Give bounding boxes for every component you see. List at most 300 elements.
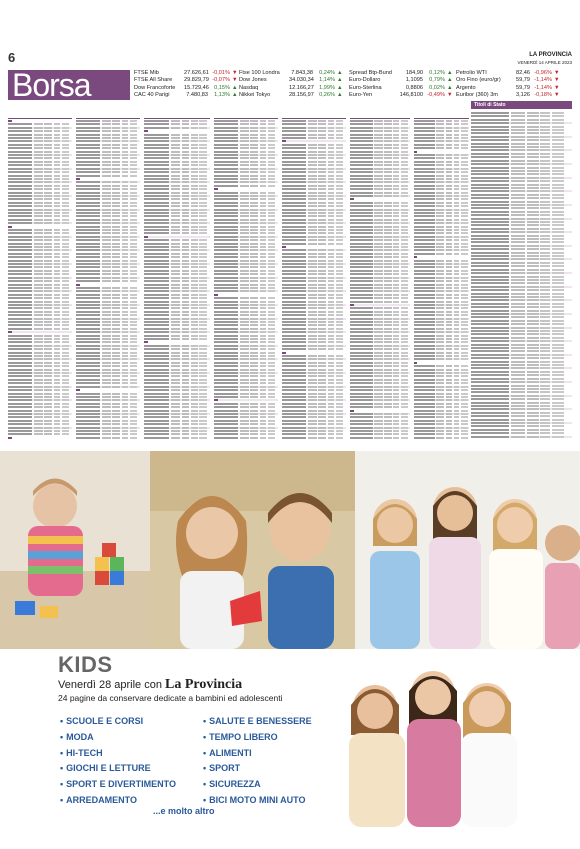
listing-row bbox=[214, 410, 278, 412]
listing-row bbox=[76, 256, 140, 258]
listing-row bbox=[214, 140, 278, 142]
titoli-row bbox=[471, 422, 572, 424]
listing-row bbox=[282, 123, 346, 125]
column-header bbox=[144, 112, 210, 119]
listing-row bbox=[282, 379, 346, 381]
listing-row bbox=[214, 345, 278, 347]
listing-row bbox=[144, 185, 210, 187]
listing-row bbox=[414, 195, 469, 197]
titoli-row bbox=[471, 361, 572, 363]
listing-row bbox=[282, 266, 346, 268]
listing-row bbox=[350, 266, 410, 268]
listing-row bbox=[144, 260, 210, 262]
listing-row bbox=[76, 232, 140, 234]
page-number: 6 bbox=[8, 50, 16, 65]
titoli-row bbox=[471, 412, 572, 414]
ticker-change: 0,79% bbox=[429, 77, 445, 84]
listing-row bbox=[350, 416, 410, 418]
photo-kids-group bbox=[355, 451, 580, 649]
listing-row bbox=[144, 246, 210, 248]
listing-row bbox=[214, 134, 278, 136]
listing-row bbox=[214, 352, 278, 354]
listing-row bbox=[282, 406, 346, 408]
listing-row bbox=[282, 369, 346, 371]
ticker-change: 1,99% bbox=[319, 84, 335, 91]
ticker-name: Nikkei Tokyo bbox=[239, 92, 271, 99]
listing-row bbox=[214, 171, 278, 173]
listing-row bbox=[144, 226, 210, 228]
listing-row bbox=[414, 120, 469, 122]
listing-row bbox=[214, 273, 278, 275]
listing-row bbox=[350, 253, 410, 255]
listing-row bbox=[144, 243, 210, 245]
listing-row bbox=[144, 144, 210, 146]
listing-row bbox=[282, 243, 346, 245]
listing-row bbox=[282, 358, 346, 360]
listing-row bbox=[214, 341, 278, 343]
listing-row bbox=[8, 335, 72, 337]
listing-row bbox=[350, 427, 410, 429]
listing-row bbox=[8, 157, 72, 159]
listing-row bbox=[8, 348, 72, 350]
listing-row bbox=[350, 246, 410, 248]
ticker-name: Euro-Sterlina bbox=[349, 84, 382, 91]
listing-row bbox=[214, 362, 278, 364]
listing-row bbox=[214, 348, 278, 350]
listing-row bbox=[350, 362, 410, 364]
listing-row bbox=[350, 345, 410, 347]
listing-row bbox=[8, 379, 72, 381]
listing-row bbox=[8, 219, 72, 221]
listing-row bbox=[76, 335, 140, 337]
listing-row bbox=[144, 318, 210, 320]
listing-row bbox=[76, 427, 140, 429]
listing-row bbox=[350, 144, 410, 146]
bullet-icon: • bbox=[60, 794, 64, 805]
listing-row bbox=[76, 348, 140, 350]
titoli-row bbox=[471, 419, 572, 421]
listing-row bbox=[282, 420, 346, 422]
listing-row bbox=[350, 260, 410, 262]
listing-row bbox=[414, 301, 469, 303]
listing-row bbox=[214, 226, 278, 228]
listing-row bbox=[214, 120, 278, 122]
listing-row bbox=[214, 175, 278, 177]
listing-row bbox=[214, 396, 278, 398]
listing-row bbox=[414, 297, 469, 299]
listing-row bbox=[144, 181, 210, 183]
listing-row bbox=[282, 399, 346, 401]
listing-row bbox=[144, 134, 210, 136]
listing-row bbox=[144, 229, 210, 231]
listing-row bbox=[144, 198, 210, 200]
titoli-row bbox=[471, 279, 572, 281]
listing-row bbox=[350, 294, 410, 296]
listing-row bbox=[414, 393, 469, 395]
listing-row bbox=[144, 365, 210, 367]
listing-row bbox=[414, 239, 469, 241]
listing-row bbox=[414, 324, 469, 326]
listing-row bbox=[214, 232, 278, 234]
listing-row bbox=[414, 154, 469, 156]
listing-row bbox=[350, 154, 410, 156]
listing-row bbox=[282, 226, 346, 228]
titoli-row bbox=[471, 115, 572, 117]
listing-row bbox=[144, 236, 210, 238]
listing-row bbox=[144, 389, 210, 391]
listing-row bbox=[350, 413, 410, 415]
listing-row bbox=[76, 147, 140, 149]
listing-row bbox=[8, 151, 72, 153]
listing-row bbox=[350, 236, 410, 238]
listing-row bbox=[76, 345, 140, 347]
listing-row bbox=[282, 239, 346, 241]
arrow-up-icon: ▲ bbox=[337, 84, 343, 91]
listing-row bbox=[414, 232, 469, 234]
listing-row bbox=[144, 273, 210, 275]
listing-row bbox=[214, 423, 278, 425]
listing-row bbox=[414, 270, 469, 272]
titoli-row bbox=[471, 228, 572, 230]
listing-row bbox=[214, 253, 278, 255]
listing-row bbox=[282, 232, 346, 234]
listing-row bbox=[8, 154, 72, 156]
listing-row bbox=[350, 406, 410, 408]
listing-row bbox=[282, 205, 346, 207]
listing-row bbox=[76, 338, 140, 340]
titoli-row bbox=[471, 316, 572, 318]
listing-row bbox=[214, 198, 278, 200]
listing-row bbox=[214, 294, 278, 296]
listing-row bbox=[144, 427, 210, 429]
listing-row bbox=[282, 393, 346, 395]
listing-row bbox=[282, 273, 346, 275]
listing-column bbox=[414, 112, 469, 442]
listing-row bbox=[282, 127, 346, 129]
listing-row bbox=[76, 219, 140, 221]
listing-row bbox=[414, 260, 469, 262]
listing-row bbox=[76, 399, 140, 401]
listing-row bbox=[282, 253, 346, 255]
listing-row bbox=[282, 307, 346, 309]
listing-row bbox=[8, 410, 72, 412]
listing-row bbox=[214, 430, 278, 432]
listing-row bbox=[214, 382, 278, 384]
listing-row bbox=[144, 423, 210, 425]
listing-row bbox=[144, 413, 210, 415]
listing-row bbox=[214, 215, 278, 217]
bullet-icon: • bbox=[203, 731, 207, 742]
listing-row bbox=[350, 382, 410, 384]
listing-row bbox=[414, 123, 469, 125]
listing-row bbox=[8, 202, 72, 204]
listing-row bbox=[144, 328, 210, 330]
titoli-row bbox=[471, 197, 572, 199]
listing-row bbox=[144, 215, 210, 217]
ticker-name: FTSE Mib bbox=[134, 70, 159, 76]
listing-row bbox=[76, 123, 140, 125]
listing-row bbox=[76, 236, 140, 238]
listing-row bbox=[282, 433, 346, 435]
listing-row bbox=[414, 144, 469, 146]
ticker-value: 82,46 bbox=[516, 70, 530, 76]
listing-row bbox=[282, 181, 346, 183]
listing-row bbox=[350, 328, 410, 330]
arrow-up-icon: ▲ bbox=[337, 92, 343, 99]
listing-row bbox=[282, 222, 346, 224]
listing-row bbox=[144, 403, 210, 405]
listing-row bbox=[76, 253, 140, 255]
ticker-value: 3,126 bbox=[516, 92, 530, 99]
listing-row bbox=[282, 311, 346, 313]
listing-row bbox=[76, 243, 140, 245]
listing-row bbox=[350, 277, 410, 279]
listing-row bbox=[8, 307, 72, 309]
listing-row bbox=[214, 266, 278, 268]
listing-row bbox=[414, 243, 469, 245]
listing-row bbox=[350, 127, 410, 129]
titoli-row bbox=[471, 224, 572, 226]
topics-right bbox=[203, 714, 312, 809]
listing-row bbox=[282, 328, 346, 330]
listing-row bbox=[76, 362, 140, 364]
listing-row bbox=[144, 171, 210, 173]
listing-row bbox=[76, 181, 140, 183]
listing-row bbox=[144, 178, 210, 180]
listing-row bbox=[350, 307, 410, 309]
listing-column bbox=[214, 112, 278, 442]
listing-row bbox=[76, 410, 140, 412]
topic-label: SPORT E DIVERTIMENTO bbox=[66, 779, 177, 790]
titoli-row bbox=[471, 170, 572, 172]
titoli-row bbox=[471, 126, 572, 128]
listing-row bbox=[214, 127, 278, 129]
listing-row bbox=[144, 130, 210, 132]
listing-row bbox=[282, 386, 346, 388]
listing-row bbox=[214, 297, 278, 299]
listing-row bbox=[414, 284, 469, 286]
listing-row bbox=[414, 168, 469, 170]
listing-row bbox=[8, 393, 72, 395]
listing-row bbox=[414, 287, 469, 289]
listing-row bbox=[76, 307, 140, 309]
listing-row bbox=[214, 355, 278, 357]
listing-row bbox=[144, 406, 210, 408]
listing-row bbox=[350, 280, 410, 282]
listing-row bbox=[282, 260, 346, 262]
listing-row bbox=[350, 134, 410, 136]
listing-row bbox=[8, 256, 72, 258]
listing-row bbox=[350, 212, 410, 214]
listing-row bbox=[350, 379, 410, 381]
listing-row bbox=[76, 413, 140, 415]
ticker-name: Ftse 100 Londra bbox=[239, 70, 280, 76]
listing-row bbox=[282, 314, 346, 316]
listing-row bbox=[76, 389, 140, 391]
titoli-row bbox=[471, 201, 572, 203]
listing-row bbox=[414, 437, 469, 439]
listing-row bbox=[76, 185, 140, 187]
listing-row bbox=[214, 372, 278, 374]
ticker-change: 0,12% bbox=[429, 70, 445, 76]
listing-row bbox=[350, 205, 410, 207]
listing-row bbox=[144, 222, 210, 224]
listing-row bbox=[76, 175, 140, 177]
listing-row bbox=[76, 352, 140, 354]
listing-row bbox=[8, 403, 72, 405]
listing-row bbox=[214, 147, 278, 149]
listing-row bbox=[414, 335, 469, 337]
listing-row bbox=[144, 175, 210, 177]
listing-row bbox=[214, 287, 278, 289]
titoli-row bbox=[471, 388, 572, 390]
listing-row bbox=[144, 358, 210, 360]
listing-row bbox=[8, 178, 72, 180]
listing-row bbox=[76, 294, 140, 296]
titoli-row bbox=[471, 429, 572, 431]
ticker-change: -1,14% bbox=[534, 77, 552, 84]
listing-row bbox=[144, 157, 210, 159]
listing-row bbox=[214, 338, 278, 340]
listing-row bbox=[76, 396, 140, 398]
titoli-row bbox=[471, 160, 572, 162]
listing-row bbox=[8, 215, 72, 217]
listing-row bbox=[144, 256, 210, 258]
listing-row bbox=[282, 375, 346, 377]
ticker-value: 28.156,97 bbox=[289, 92, 314, 99]
listing-row bbox=[214, 181, 278, 183]
ticker-row bbox=[456, 92, 560, 99]
listing-row bbox=[8, 365, 72, 367]
titoli-row bbox=[471, 364, 572, 366]
topic-label: HI-TECH bbox=[66, 747, 103, 758]
listing-row bbox=[414, 280, 469, 282]
listing-row bbox=[8, 266, 72, 268]
ticker-row bbox=[239, 70, 343, 77]
titoli-row bbox=[471, 204, 572, 206]
listing-row bbox=[144, 430, 210, 432]
listing-row bbox=[214, 243, 278, 245]
listing-row bbox=[76, 311, 140, 313]
listing-row bbox=[76, 284, 140, 286]
titoli-row bbox=[471, 296, 572, 298]
listing-row bbox=[76, 260, 140, 262]
listing-row bbox=[414, 345, 469, 347]
listing-row bbox=[144, 338, 210, 340]
titoli-row bbox=[471, 163, 572, 165]
listing-row bbox=[8, 168, 72, 170]
kids-photo-strip bbox=[0, 451, 580, 649]
topic-label: ALIMENTI bbox=[209, 747, 252, 758]
listing-row bbox=[144, 280, 210, 282]
titoli-row bbox=[471, 156, 572, 158]
listing-row bbox=[282, 164, 346, 166]
listing-row bbox=[214, 433, 278, 435]
listing-row bbox=[350, 284, 410, 286]
listing-row bbox=[8, 171, 72, 173]
listing-row bbox=[214, 365, 278, 367]
listing-row bbox=[214, 406, 278, 408]
titoli-row bbox=[471, 432, 572, 434]
listing-row bbox=[76, 134, 140, 136]
listing-row bbox=[282, 345, 346, 347]
listing-row bbox=[414, 198, 469, 200]
bullet-icon: • bbox=[60, 716, 64, 726]
titoli-row bbox=[471, 333, 572, 335]
listing-row bbox=[214, 157, 278, 159]
listing-row bbox=[282, 297, 346, 299]
titoli-row bbox=[471, 306, 572, 308]
bullet-icon: • bbox=[60, 779, 64, 790]
listing-row bbox=[144, 335, 210, 337]
listing-row bbox=[350, 318, 410, 320]
titoli-row bbox=[471, 122, 572, 124]
listing-row bbox=[8, 137, 72, 139]
ticker-value: 7.843,38 bbox=[291, 70, 313, 76]
listing-row bbox=[414, 215, 469, 217]
bullet-icon: • bbox=[60, 747, 64, 758]
listing-row bbox=[282, 154, 346, 156]
listing-row bbox=[414, 205, 469, 207]
listing-row bbox=[350, 369, 410, 371]
listing-row bbox=[76, 161, 140, 163]
listing-row bbox=[350, 297, 410, 299]
topic-label: TEMPO LIBERO bbox=[209, 731, 278, 742]
listing-row bbox=[282, 290, 346, 292]
listing-row bbox=[144, 205, 210, 207]
listing-row bbox=[350, 202, 410, 204]
listing-row bbox=[144, 239, 210, 241]
titoli-row bbox=[471, 320, 572, 322]
listing-row bbox=[282, 277, 346, 279]
titoli-row bbox=[471, 350, 572, 352]
listing-row bbox=[8, 290, 72, 292]
ticker-name: Petrolio WTI bbox=[456, 70, 487, 76]
listing-row bbox=[282, 365, 346, 367]
more-text: ...e molto altro bbox=[153, 806, 215, 816]
listing-row bbox=[144, 188, 210, 190]
listing-row bbox=[350, 130, 410, 132]
listing-row bbox=[282, 137, 346, 139]
listing-row bbox=[414, 178, 469, 180]
listing-row bbox=[414, 328, 469, 330]
listing-row bbox=[414, 427, 469, 429]
listing-row bbox=[350, 239, 410, 241]
listing-row bbox=[350, 423, 410, 425]
listing-row bbox=[214, 301, 278, 303]
listing-row bbox=[144, 314, 210, 316]
listing-row bbox=[8, 396, 72, 398]
listing-row bbox=[144, 202, 210, 204]
listing-row bbox=[76, 178, 140, 180]
listing-row bbox=[144, 324, 210, 326]
titoli-row bbox=[471, 344, 572, 346]
listing-row bbox=[214, 154, 278, 156]
listing-row bbox=[282, 188, 346, 190]
listing-row bbox=[214, 205, 278, 207]
listing-row bbox=[76, 120, 140, 122]
topic-item bbox=[203, 730, 312, 746]
listing-row bbox=[76, 157, 140, 159]
listing-row bbox=[214, 311, 278, 313]
listing-row bbox=[214, 290, 278, 292]
listing-row bbox=[414, 188, 469, 190]
listing-row bbox=[8, 277, 72, 279]
ticker-value: 0,8806 bbox=[405, 84, 423, 91]
listing-row bbox=[76, 355, 140, 357]
listing-row bbox=[414, 331, 469, 333]
listing-row bbox=[282, 144, 346, 146]
